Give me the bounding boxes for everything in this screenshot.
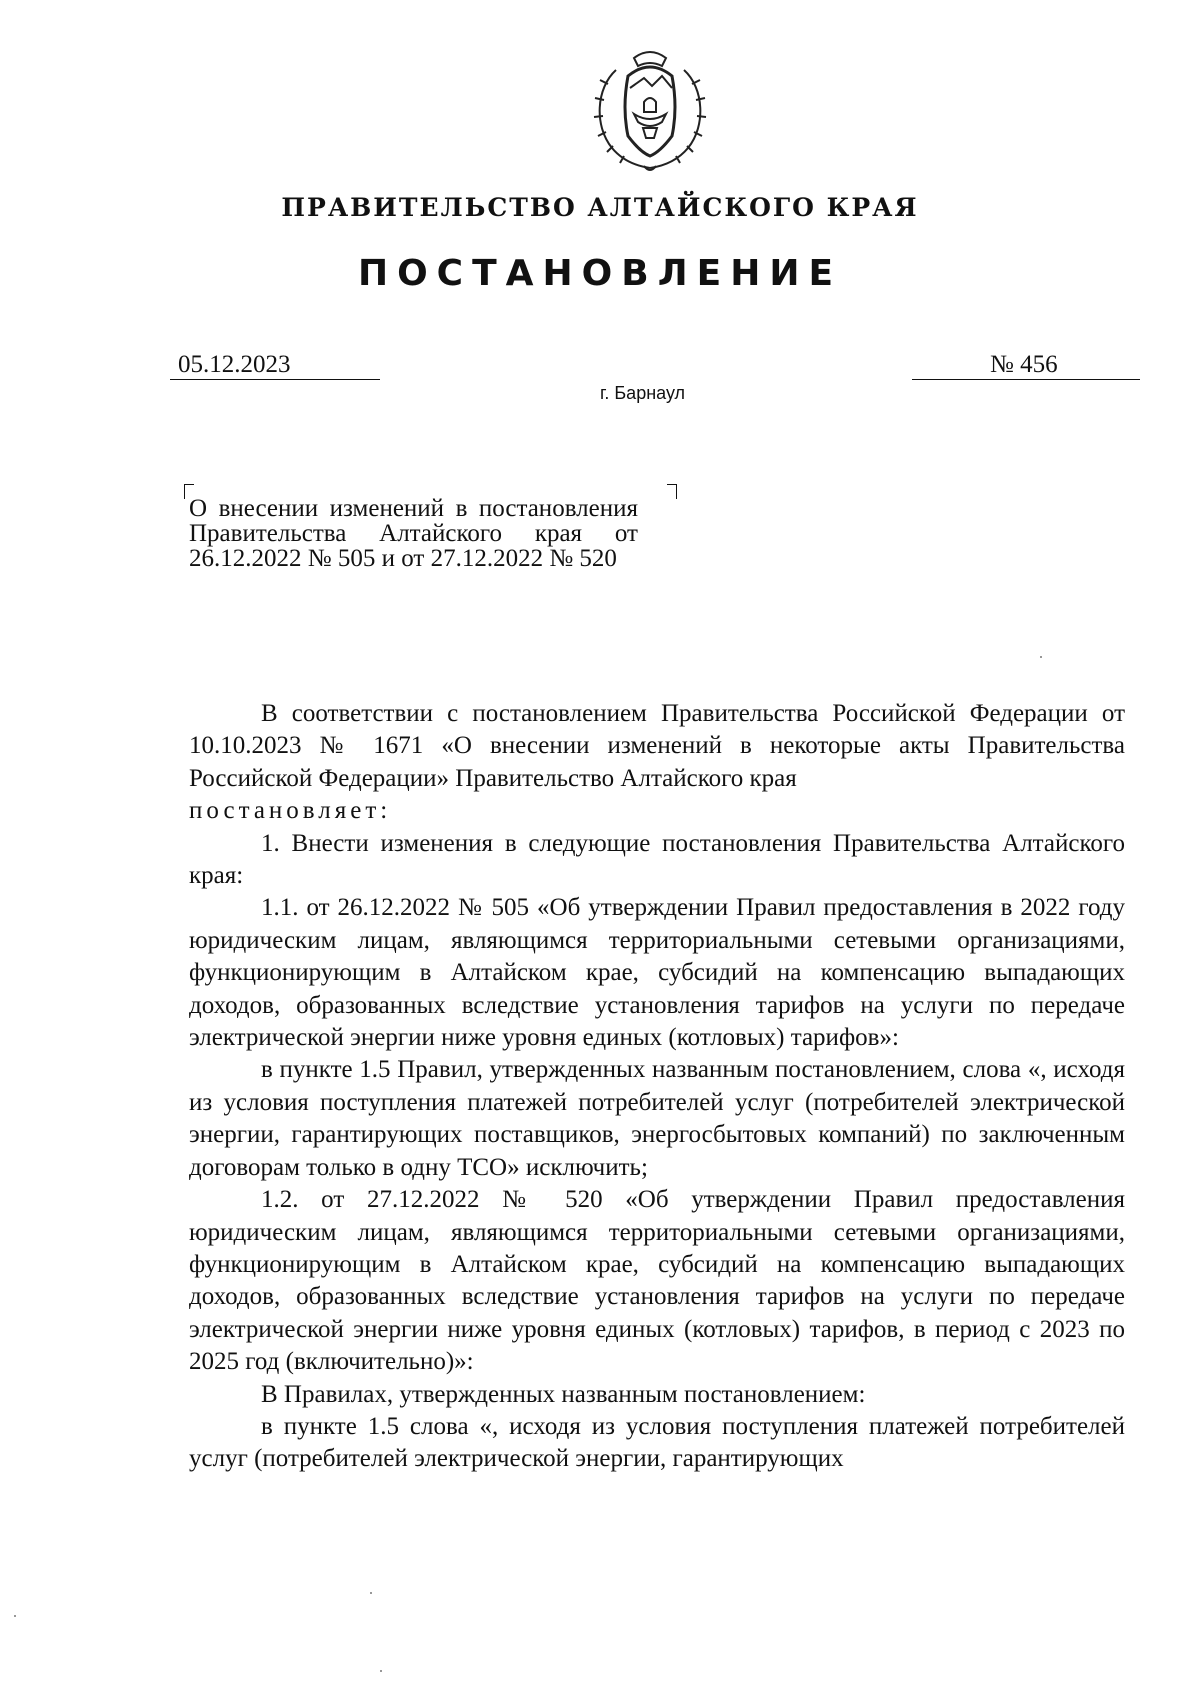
- document-number: № 456: [990, 351, 1058, 378]
- document-date: 05.12.2023: [178, 351, 291, 378]
- date-underline: [170, 379, 380, 380]
- coat-of-arms-emblem: [588, 48, 712, 178]
- subject-bracket-right: [667, 484, 677, 499]
- city: г. Барнаул: [600, 383, 686, 403]
- government-name: ПРАВИТЕЛЬСТВО АЛТАЙСКОГО КРАЯ: [281, 193, 919, 222]
- scan-speck: [380, 1670, 382, 1672]
- document-body: [189, 698, 1125, 1476]
- paragraph-1-2-rules: В Правилах, утвержденных названным постановлением:: [261, 1380, 866, 1408]
- paragraph-1-2: 1.2. от 27.12.2022 № 520 «Об утверждении Правил предоставления юридическим лицам, являющимся территориальными сетевыми организациями, функционирующим в Алтайском крае, субсидий на компенсацию выпадающих доходов, образованных вследствие установления тарифов на услуги по передаче электрической энергии ниже уровня единых (котловых) тарифов, в период с 2023 по 2025 год (включительно)»:: [189, 1186, 1125, 1376]
- scan-speck: [1040, 656, 1042, 658]
- scan-speck: [370, 1592, 372, 1594]
- paragraph-1-1: 1.1. от 26.12.2022 № 505 «Об утверждении Правил предоставления в 2022 году юридическим лицам, являющимся территориальными сетевыми организациями, функционирующим в Алтайском крае, субсидий на компенсацию выпадающих доходов, образованных вследствие установления тарифов на услуги по передаче электрической энергии ниже уровня единых (котловых) тарифов»:: [189, 894, 1125, 1052]
- number-underline: [912, 379, 1140, 380]
- paragraph-1-2-text: в пункте 1.5 слова «, исходя из условия поступления платежей потребителей услуг (потребителей электрической энергии, гарантирующих: [189, 1412, 1125, 1473]
- document-subject: О внесении изменений в постановления Правительства Алтайского края от 26.12.2022 № 505 и от 27.12.2022 № 520: [189, 495, 638, 572]
- paragraph-intro: [189, 698, 1125, 795]
- intro-text: В соответствии с постановлением Правительства Российской Федерации от 10.10.2023 № 1671 «О внесении изменений в некоторые акты Правительства Российской Федерации» Правительство Алтайского края: [189, 700, 1125, 792]
- paragraph-1: 1. Внести изменения в следующие постановления Правительства Алтайского края:: [189, 829, 1125, 890]
- paragraph-resolves: [189, 795, 1125, 827]
- paragraph-1-1-text: в пункте 1.5 Правил, утвержденных названным постановлением, слова «, исходя из условия поступления платежей потребителей услуг (потребителей электрической энергии, гарантирующих поставщиков, энергосбытовых компаний) по заключенным договорам только в одну ТСО» исключить;: [189, 1056, 1125, 1181]
- document-type: ПОСТАНОВЛЕНИЕ: [357, 253, 843, 294]
- resolves-word: постановляет:: [189, 797, 392, 825]
- scan-speck: [14, 1615, 16, 1617]
